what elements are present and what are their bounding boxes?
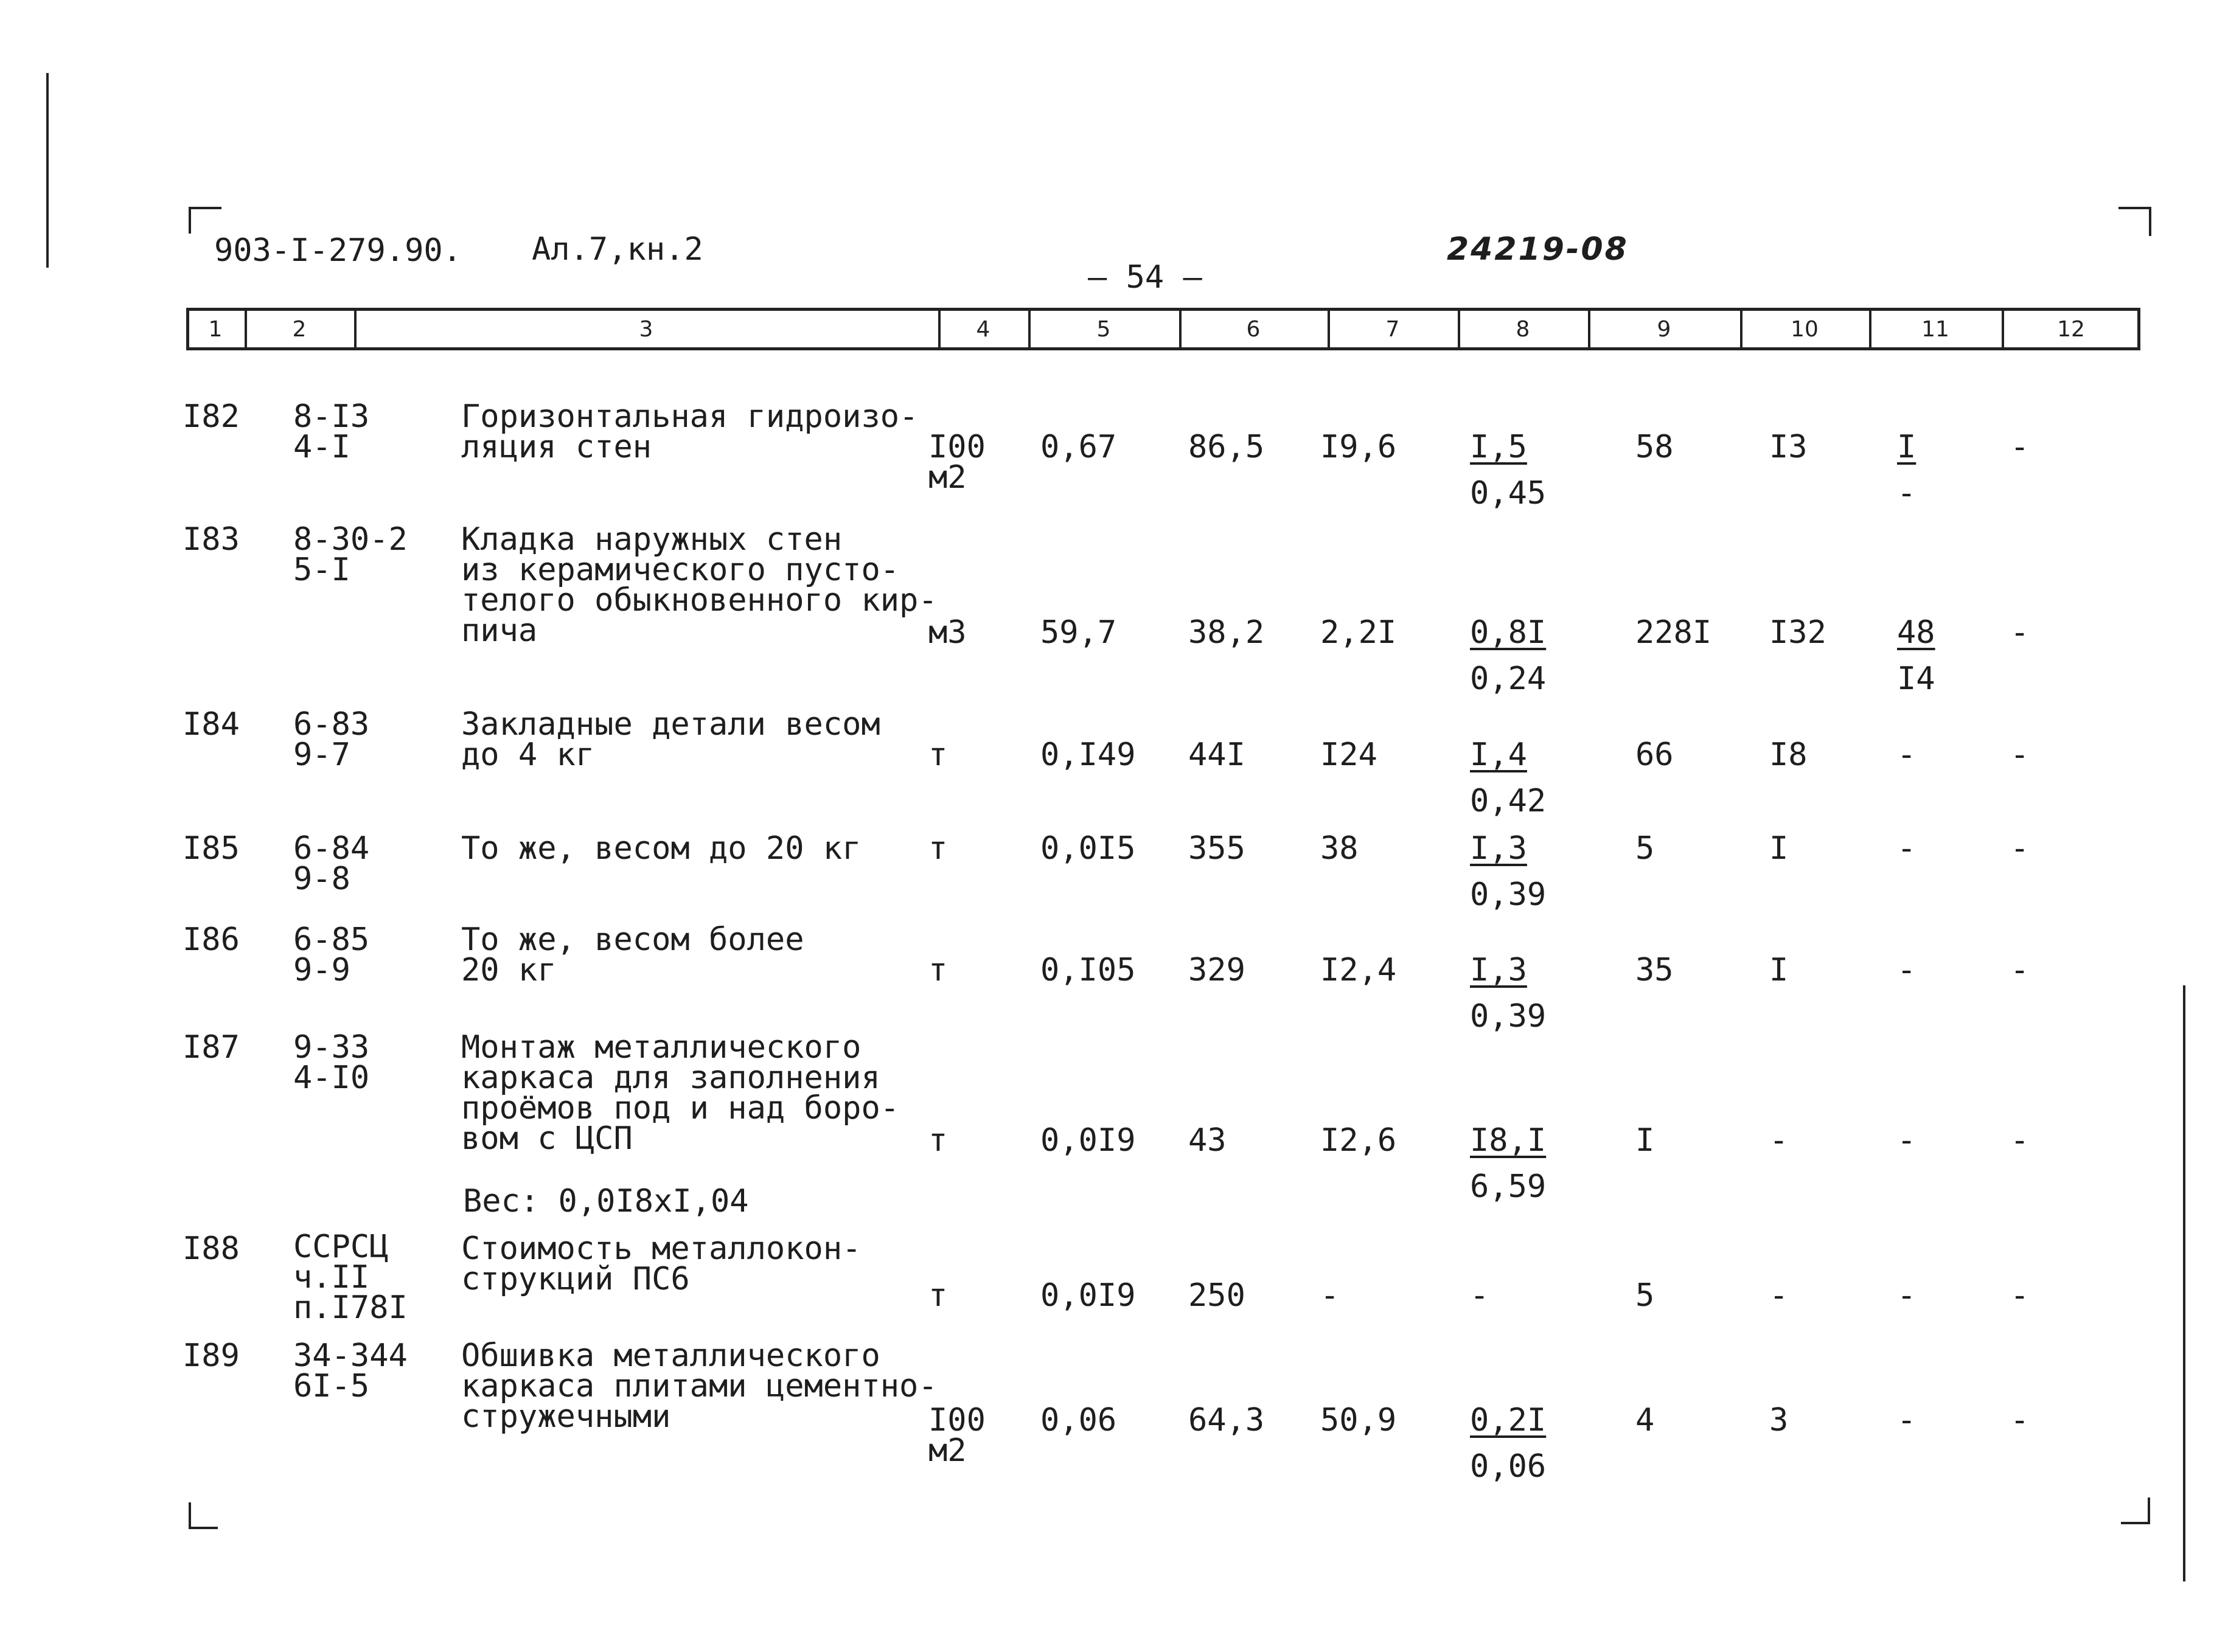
col11-top: I bbox=[1897, 429, 1916, 465]
col11-cell: - bbox=[1897, 737, 1916, 773]
page-number: — 54 — bbox=[1088, 259, 1202, 296]
unit-cell: т bbox=[928, 1277, 948, 1314]
col8-bottom: 6,59 bbox=[1470, 1168, 1547, 1205]
col11-cell: - bbox=[1897, 830, 1916, 867]
unit-cell: т bbox=[928, 952, 948, 988]
col6-cell: 329 bbox=[1188, 952, 1245, 988]
col9-cell: I bbox=[1635, 1122, 1655, 1159]
column-number: 6 bbox=[1246, 316, 1261, 342]
col7-cell: I9,6 bbox=[1320, 429, 1397, 465]
column-number: 11 bbox=[1921, 316, 1949, 342]
column-number: 10 bbox=[1791, 316, 1819, 342]
col12-cell: - bbox=[2010, 737, 2030, 773]
column-number: 8 bbox=[1516, 316, 1530, 342]
col7-cell: 38 bbox=[1320, 830, 1359, 867]
code-cell: 6-84 9-8 bbox=[293, 830, 370, 897]
row-number: I87 bbox=[183, 1029, 240, 1066]
album-reference: Ал.7,кн.2 bbox=[532, 231, 703, 268]
col8-bottom: 0,06 bbox=[1470, 1448, 1547, 1485]
col8-bottom: 0,39 bbox=[1470, 876, 1547, 913]
col10-cell: I3 bbox=[1769, 429, 1808, 465]
col10-cell: 3 bbox=[1769, 1402, 1789, 1439]
col8-cell: - bbox=[1470, 1277, 1489, 1314]
column-number: 12 bbox=[2057, 316, 2085, 342]
col11-top: 48 bbox=[1897, 614, 1935, 651]
col10-cell: I bbox=[1769, 830, 1789, 867]
quantity-cell: 0,0I9 bbox=[1040, 1277, 1136, 1314]
quantity-cell: 0,06 bbox=[1040, 1402, 1117, 1439]
quantity-cell: 0,0I5 bbox=[1040, 830, 1136, 867]
col11-bottom: - bbox=[1897, 475, 1916, 512]
code-cell: 8-I3 4-I bbox=[293, 398, 370, 465]
col10-cell: - bbox=[1769, 1122, 1789, 1159]
work-description: Закладные детали весом до 4 кг bbox=[461, 706, 880, 773]
col8-top: I,3 bbox=[1470, 952, 1527, 988]
quantity-cell: 0,I49 bbox=[1040, 737, 1136, 773]
col12-cell: - bbox=[2010, 429, 2030, 465]
code-cell: 6-85 9-9 bbox=[293, 921, 370, 988]
col12-cell: - bbox=[2010, 1122, 2030, 1159]
column-number: 2 bbox=[292, 316, 307, 342]
col9-cell: 5 bbox=[1635, 1277, 1655, 1314]
col10-cell: I bbox=[1769, 952, 1789, 988]
col8-bottom: 0,42 bbox=[1470, 783, 1547, 819]
col8-bottom: 0,45 bbox=[1470, 475, 1547, 512]
col11-bottom: I4 bbox=[1897, 661, 1935, 697]
col12-cell: - bbox=[2010, 614, 2030, 651]
column-number: 7 bbox=[1385, 316, 1400, 342]
col12-cell: - bbox=[2010, 830, 2030, 867]
col6-cell: 355 bbox=[1188, 830, 1245, 867]
col7-cell: I2,6 bbox=[1320, 1122, 1397, 1159]
col10-cell: I32 bbox=[1769, 614, 1826, 651]
document-code: 903-I-279.90. bbox=[214, 232, 462, 269]
code-cell: 8-30-2 5-I bbox=[293, 521, 408, 588]
col8-top: I8,I bbox=[1470, 1122, 1547, 1159]
col8-top: 0,2I bbox=[1470, 1402, 1547, 1439]
work-description: То же, весом более 20 кг bbox=[461, 921, 804, 988]
row-number: I82 bbox=[183, 398, 240, 435]
col8-top: I,5 bbox=[1470, 429, 1527, 465]
code-cell: ССРСЦ ч.II п.I78I bbox=[293, 1229, 408, 1326]
unit-cell: I00 м2 bbox=[928, 429, 986, 496]
work-description: Монтаж металлического каркаса для заполнения проёмов под и над боро- вом с ЦСП bbox=[461, 1029, 900, 1157]
col9-cell: 66 bbox=[1635, 737, 1674, 773]
col6-cell: 86,5 bbox=[1188, 429, 1265, 465]
col8-bottom: 0,24 bbox=[1470, 661, 1547, 697]
col9-cell: 58 bbox=[1635, 429, 1674, 465]
col8-top: I,3 bbox=[1470, 830, 1527, 867]
column-number: 9 bbox=[1657, 316, 1671, 342]
col7-cell: I2,4 bbox=[1320, 952, 1397, 988]
inventory-stamp: 24219-08 bbox=[1447, 231, 1629, 268]
col12-cell: - bbox=[2010, 1277, 2030, 1314]
unit-cell: т bbox=[928, 737, 948, 773]
col6-cell: 44I bbox=[1188, 737, 1245, 773]
work-description: Стоимость металлокон- струкций ПС6 bbox=[461, 1230, 862, 1297]
quantity-cell: 0,0I9 bbox=[1040, 1122, 1136, 1159]
col11-cell: - bbox=[1897, 1122, 1916, 1159]
row-number: I83 bbox=[183, 521, 240, 558]
row-number: I85 bbox=[183, 830, 240, 867]
col7-cell: 50,9 bbox=[1320, 1402, 1397, 1439]
column-number: 3 bbox=[639, 316, 653, 342]
unit-cell: т bbox=[928, 830, 948, 867]
column-number: 5 bbox=[1096, 316, 1111, 342]
col11-cell: - bbox=[1897, 1402, 1916, 1439]
col9-cell: 35 bbox=[1635, 952, 1674, 988]
code-cell: 34-344 6I-5 bbox=[293, 1338, 408, 1404]
col9-cell: 4 bbox=[1635, 1402, 1655, 1439]
row-number: I89 bbox=[183, 1338, 240, 1374]
col11-cell: - bbox=[1897, 952, 1916, 988]
col6-cell: 38,2 bbox=[1188, 614, 1265, 651]
col6-cell: 250 bbox=[1188, 1277, 1245, 1314]
col12-cell: - bbox=[2010, 1402, 2030, 1439]
unit-cell: I00 м2 bbox=[928, 1402, 986, 1469]
col11-cell: - bbox=[1897, 1277, 1916, 1314]
unit-cell: т bbox=[928, 1122, 948, 1159]
quantity-cell: 0,I05 bbox=[1040, 952, 1136, 988]
row-number: I84 bbox=[183, 706, 240, 743]
work-description: Горизонтальная гидроизо- ляция стен bbox=[461, 398, 919, 465]
code-cell: 6-83 9-7 bbox=[293, 706, 370, 773]
col7-cell: 2,2I bbox=[1320, 614, 1397, 651]
work-description: Кладка наружных стен из керамического пусто- телого обыкновенного кир- пича bbox=[461, 521, 938, 649]
work-description: То же, весом до 20 кг bbox=[461, 830, 862, 867]
col7-cell: I24 bbox=[1320, 737, 1377, 773]
col10-cell: - bbox=[1769, 1277, 1789, 1314]
col6-cell: 64,3 bbox=[1188, 1402, 1265, 1439]
quantity-cell: 0,67 bbox=[1040, 429, 1117, 465]
col6-cell: 43 bbox=[1188, 1122, 1227, 1159]
unit-cell: м3 bbox=[928, 614, 967, 651]
col8-bottom: 0,39 bbox=[1470, 998, 1547, 1035]
col7-cell: - bbox=[1320, 1277, 1340, 1314]
row-number: I86 bbox=[183, 921, 240, 958]
work-description: Обшивка металлического каркаса плитами цементно- стружечными bbox=[461, 1338, 938, 1435]
col12-cell: - bbox=[2010, 952, 2030, 988]
col10-cell: I8 bbox=[1769, 737, 1808, 773]
column-number: 1 bbox=[208, 316, 223, 342]
weight-note: Вес: 0,0I8xI,04 bbox=[463, 1183, 749, 1220]
col9-cell: 5 bbox=[1635, 830, 1655, 867]
code-cell: 9-33 4-I0 bbox=[293, 1029, 370, 1096]
quantity-cell: 59,7 bbox=[1040, 614, 1117, 651]
col8-top: 0,8I bbox=[1470, 614, 1547, 651]
row-number: I88 bbox=[183, 1230, 240, 1267]
col9-cell: 228I bbox=[1635, 614, 1712, 651]
col8-top: I,4 bbox=[1470, 737, 1527, 773]
column-number: 4 bbox=[976, 316, 990, 342]
